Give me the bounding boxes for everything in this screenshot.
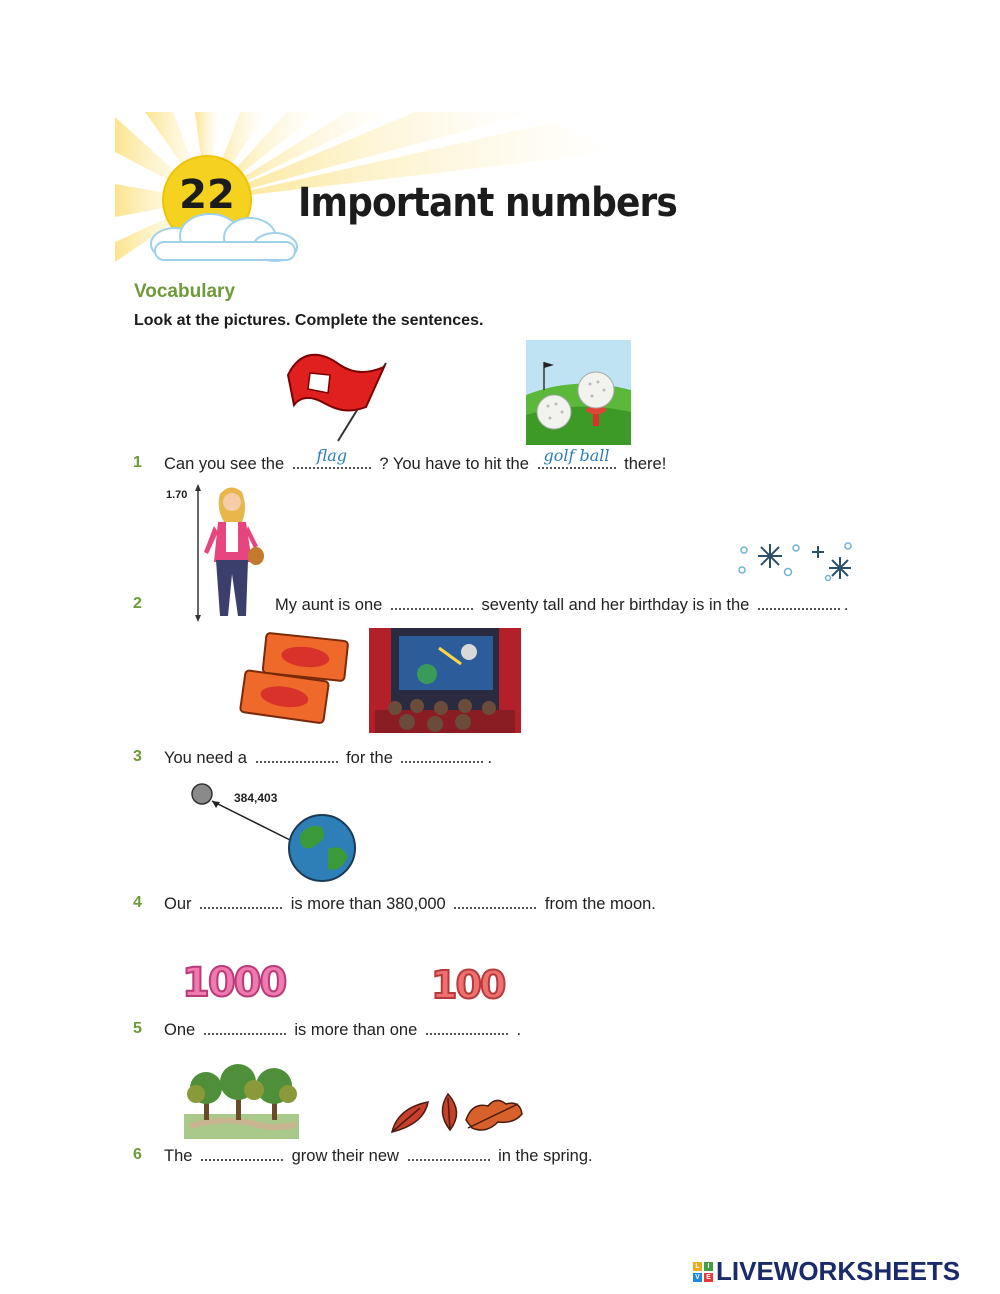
sentence-text: in the spring. — [498, 1147, 593, 1165]
sentence-text: One — [164, 1021, 196, 1039]
unit-title: Important numbers — [298, 180, 677, 226]
snowflakes-picture — [736, 538, 861, 583]
logo-mark-icon — [693, 1262, 713, 1282]
sentence-text: from the moon. — [544, 895, 656, 913]
sentence-4 — [164, 893, 656, 914]
sentence-text: . — [516, 1021, 522, 1039]
logo-letter: V — [693, 1273, 702, 1282]
answer-blank[interactable] — [200, 893, 282, 909]
answer-blank[interactable] — [426, 1019, 508, 1035]
answer-blank[interactable] — [538, 446, 616, 469]
logo-letter: E — [704, 1273, 713, 1282]
sentence-text: My aunt is one — [275, 596, 383, 614]
sentence-5 — [164, 1019, 521, 1040]
answer-blank[interactable] — [293, 446, 371, 469]
answer-blank[interactable] — [401, 747, 483, 763]
sentence-text: Can you see the — [164, 455, 285, 473]
golf-ball-picture — [526, 340, 631, 445]
sentence-1 — [164, 446, 667, 474]
sentence-2 — [275, 594, 849, 615]
sentence-text: grow their new — [291, 1147, 399, 1165]
section-title: Vocabulary — [134, 281, 236, 302]
answer-blank[interactable] — [758, 594, 840, 610]
sentence-text: You need a — [164, 749, 247, 767]
item-number: 1 — [133, 454, 142, 471]
sentence-text: is more than one — [294, 1021, 418, 1039]
sentence-text: for the — [346, 749, 393, 767]
logo-letter: L — [693, 1262, 702, 1271]
item-number: 3 — [133, 748, 142, 765]
sentence-text: seventy tall and her birthday is in the — [481, 596, 750, 614]
trees-picture — [184, 1064, 299, 1139]
item-number: 4 — [133, 894, 142, 911]
height-label: 1.70 — [166, 489, 188, 501]
answer-blank[interactable] — [454, 893, 536, 909]
sentence-6 — [164, 1145, 593, 1166]
sentence-text: . — [487, 749, 493, 767]
answer-blank[interactable] — [204, 1019, 286, 1035]
liveworksheets-logo[interactable] — [693, 1256, 960, 1287]
distance-label: 384,403 — [234, 791, 278, 805]
sentence-text: is more than 380,000 — [290, 895, 446, 913]
filled-answer: flag — [316, 446, 347, 465]
unit-number: 22 — [179, 172, 235, 218]
number-1000-picture: 1000 — [182, 960, 286, 1006]
sentence-3 — [164, 747, 492, 768]
item-number: 5 — [133, 1020, 142, 1037]
item-number: 2 — [133, 595, 142, 612]
tickets-picture — [236, 630, 351, 730]
leaves-picture — [388, 1090, 528, 1138]
filled-answer: golf ball — [543, 446, 610, 465]
cinema-picture — [369, 628, 521, 733]
answer-blank[interactable] — [256, 747, 338, 763]
answer-blank[interactable] — [391, 594, 473, 610]
woman-height-picture — [190, 482, 275, 622]
flag-picture — [280, 345, 392, 445]
item-number: 6 — [133, 1146, 142, 1163]
number-100-picture: 100 — [431, 963, 505, 1007]
sentence-text: ? You have to hit the — [379, 455, 529, 473]
logo-letter: I — [704, 1262, 713, 1271]
answer-blank[interactable] — [408, 1145, 490, 1161]
sentence-text: there! — [624, 455, 667, 473]
answer-blank[interactable] — [201, 1145, 283, 1161]
sentence-text: . — [843, 596, 849, 614]
sentence-text: The — [164, 1147, 193, 1165]
instructions: Look at the pictures. Complete the sentences. — [134, 312, 484, 329]
brand-name: LIVEWORKSHEETS — [716, 1256, 961, 1286]
sentence-text: Our — [164, 895, 192, 913]
